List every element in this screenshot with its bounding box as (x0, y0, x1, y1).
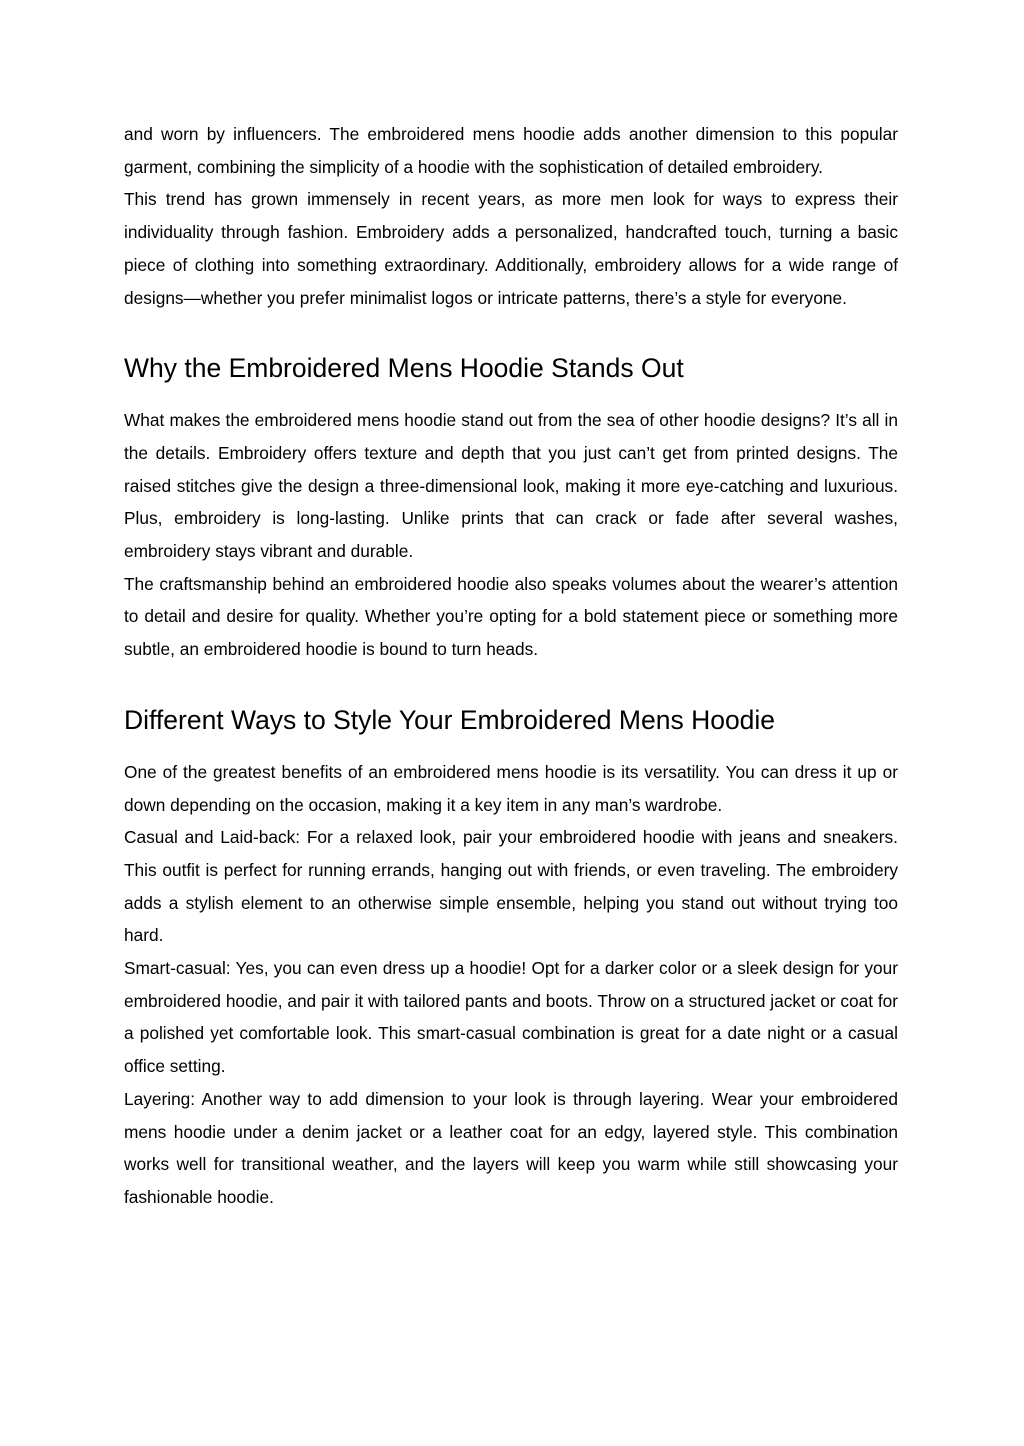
section-1-paragraph-details: What makes the embroidered mens hoodie stand out from the sea of other hoodie designs? It’s all in the details. Embroidery offers texture and depth that you just can’t get from printed designs. The raised stitches give the design a three-dimensional look, making it more eye-catching and luxurious. Plus, embroidery is long-lasting. Unlike prints that can crack or fade after several washes, embroidery stays vibrant and durable. (124, 410, 898, 562)
section-heading-stands-out: Why the Embroidered Mens Hoodie Stands Out (124, 353, 684, 384)
intro-paragraph-continued: and worn by influencers. The embroidered mens hoodie adds another dimension to this popular garment, combining the simplicity of a hoodie with the sophistication of detailed embroidery. (124, 124, 898, 177)
section-2-paragraph-casual: Casual and Laid-back: For a relaxed look, pair your embroidered hoodie with jeans and sneakers. This outfit is perfect for running errands, hanging out with friends, or even traveling. The embroidery adds a stylish element to an otherwise simple ensemble, helping you stand out without trying too hard. (124, 827, 898, 946)
section-1-paragraph-craftsmanship: The craftsmanship behind an embroidered hoodie also speaks volumes about the wearer’s attention to detail and desire for quality. Whether you’re opting for a bold statement piece or something more subtle, an embroidered hoodie is bound to turn heads. (124, 573, 898, 660)
section-2-paragraph-smart-casual: Smart-casual: Yes, you can even dress up a hoodie! Opt for a darker color or a sleek design for your embroidered hoodie, and pair it with tailored pants and boots. Throw on a structured jacket or coat for a polished yet comfortable look. This smart-casual combination is great for a date night or a casual office setting. (124, 958, 898, 1077)
section-heading-style-ways: Different Ways to Style Your Embroidered Mens Hoodie (124, 704, 776, 735)
section-2-paragraph-versatility: One of the greatest benefits of an embroidered mens hoodie is its versatility. You can dress it up or down depending on the occasion, making it a key item in any man’s wardrobe. (124, 761, 898, 815)
section-2-paragraph-layering: Layering: Another way to add dimension to your look is through layering. Wear your embroidered mens hoodie under a denim jacket or a leather coat for an edgy, layered style. This combination works well for transitional weather, and the layers will keep you warm while still showcasing your fashionable hoodie. (124, 1088, 898, 1207)
document-page (124, 118, 898, 1214)
intro-paragraph-trend: This trend has grown immensely in recent years, as more men look for ways to express their individuality through fashion. Embroidery adds a personalized, handcrafted touch, turning a basic piece of clothing into something extraordinary. Additionally, embroidery allows for a wide range of designs—whether you prefer minimalist logos or intricate patterns, there’s a style for everyone. (124, 189, 898, 308)
